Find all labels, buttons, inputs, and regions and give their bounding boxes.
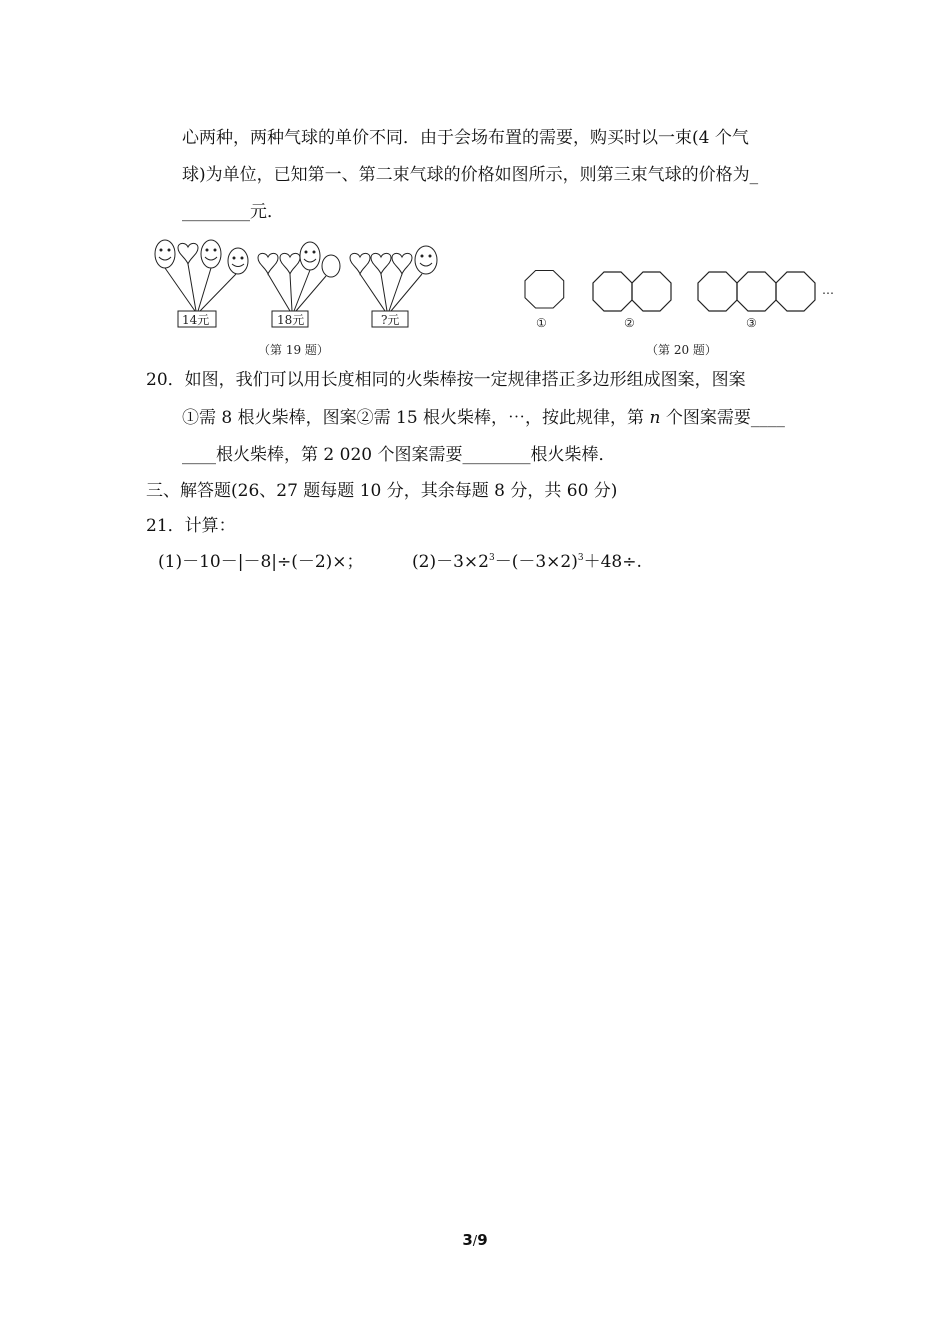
section-3-heading: 三、解答题(26、27 题每题 10 分，其余每题 8 分，共 60 分): [146, 481, 618, 501]
q21-title: 21．计算：: [146, 516, 236, 536]
page-current: 3: [462, 1231, 473, 1249]
q20-variable-n: n: [649, 408, 661, 428]
figure-19-caption: （第 19 题）: [258, 343, 329, 357]
pattern-label-3: ③: [746, 316, 757, 330]
q21-part-2a: (2)－3×2: [412, 552, 489, 572]
q19-line-1: 心两种，两种气球的单价不同．由于会场布置的需要，购买时以一束(4 个气: [182, 128, 749, 148]
page-separator: /: [472, 1234, 478, 1249]
q19-line-2: 球)为单位，已知第一、第二束气球的价格如图所示，则第三束气球的价格为_: [182, 165, 759, 185]
pattern-label-1: ①: [536, 316, 547, 330]
q21-part-2c: ＋48÷.: [583, 552, 642, 572]
pattern-ellipsis: …: [822, 283, 834, 297]
pattern-label-2: ②: [624, 316, 635, 330]
q21-exponent-1: 3: [488, 553, 495, 563]
q21-part-1: (1)－10－|－8|÷(－2)×；: [158, 552, 364, 572]
octagon-pattern-1: [525, 271, 564, 308]
q21-part-2: [412, 552, 642, 572]
q20-line-2b: 个图案需要____: [660, 408, 785, 428]
q20-line-1: 20．如图，我们可以用长度相同的火柴棒按一定规律搭正多边形组成图案，图案: [146, 370, 746, 390]
q20-line-3: ____根火柴棒，第 2 020 个图案需要________根火柴棒．: [182, 445, 616, 465]
q21-exponent-2: 3: [577, 553, 584, 563]
q21-part-2b: －(－3×2): [494, 552, 578, 572]
octagon-pattern-3: [698, 272, 815, 311]
page-total: 9: [477, 1231, 488, 1249]
figure-20-octagons: [520, 268, 820, 316]
q20-line-2a: ①需 8 根火柴棒，图案②需 15 根火柴棒，⋯，按此规律，第: [182, 408, 650, 428]
price-tag-3: ?元: [381, 313, 400, 327]
q19-line-3: ________元．: [182, 202, 284, 222]
figure-20-caption: （第 20 题）: [646, 343, 717, 357]
price-tag-1: 14元: [182, 313, 210, 327]
price-tag-2: 18元: [277, 313, 305, 327]
page-number: [0, 1231, 950, 1249]
octagon-pattern-2: [593, 272, 671, 311]
q20-line-2: [182, 408, 785, 428]
